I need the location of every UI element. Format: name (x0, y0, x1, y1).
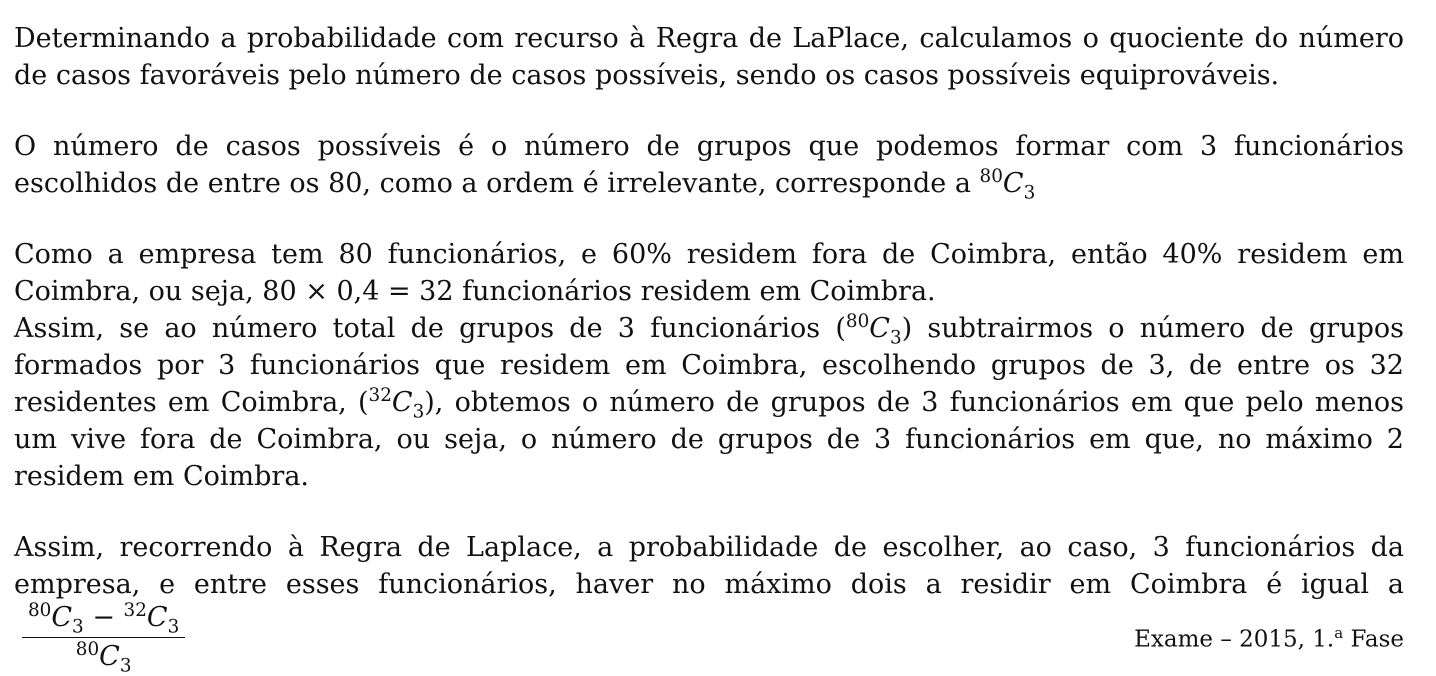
paragraph-text: ), obtemos o número de grupos de 3 funcionários em que pelo menos um vive fora de Coimbra, ou seja, o número de grupos de 3 funcionários em que, no máximo 2 residem em Coimbra. (14, 387, 1404, 492)
combination-80-c-3: $^{80}C_3$ (845, 311, 902, 349)
document-body (14, 20, 1404, 676)
paragraph-text: Determinando a probabilidade com recurso à Regra de LaPlace, calculamos o quociente do número de casos favoráveis pelo número de casos possíveis, sendo os casos possíveis equiprováveis. (14, 23, 1404, 91)
paragraph-laplace-intro (14, 20, 1404, 94)
paragraph-text: Como a empresa tem 80 funcionários, e 60% residem fora de Coimbra, então 40% residem em Coimbra, ou seja, 80 × 0,4 = 32 funcionários residem em Coimbra. (14, 239, 1404, 307)
paragraph-possible-cases (14, 128, 1404, 202)
fraction-numerator: $^{80}C_3 - ^{32}C_3$ (22, 603, 185, 638)
paragraph-text: Assim, se ao número total de grupos de 3 funcionários ( (14, 313, 846, 344)
paragraph-text: Assim, recorrendo à Regra de Laplace, a probabilidade de escolher, ao caso, 3 funcionários da empresa, e entre esses funcionários, haver no máximo dois a residir em Coimbra é igual a (14, 532, 1404, 600)
paragraph-favorable-cases (14, 236, 1404, 495)
paragraph-text: O número de casos possíveis é o número de grupos que podemos formar com 3 funcionários escolhidos de entre os 80, como a ordem é irrelevante, corresponde a (14, 131, 1404, 199)
combination-80-c-3: $^{80}C_3$ (979, 166, 1036, 204)
combination-32-c-3: $^{32}C_3$ (368, 385, 425, 423)
fraction-denominator: $^{80}C_3$ (75, 639, 132, 676)
paragraph-text: ) subtrairmos o número de grupos formados por 3 funcionários que residem em Coimbra, escolhendo grupos de 3, de entre os 32 residentes em Coimbra, ( (14, 313, 1404, 418)
probability-fraction (22, 600, 185, 676)
exam-source-reference: Exame – 2015, 1.$^a$ Fase (1134, 624, 1404, 653)
